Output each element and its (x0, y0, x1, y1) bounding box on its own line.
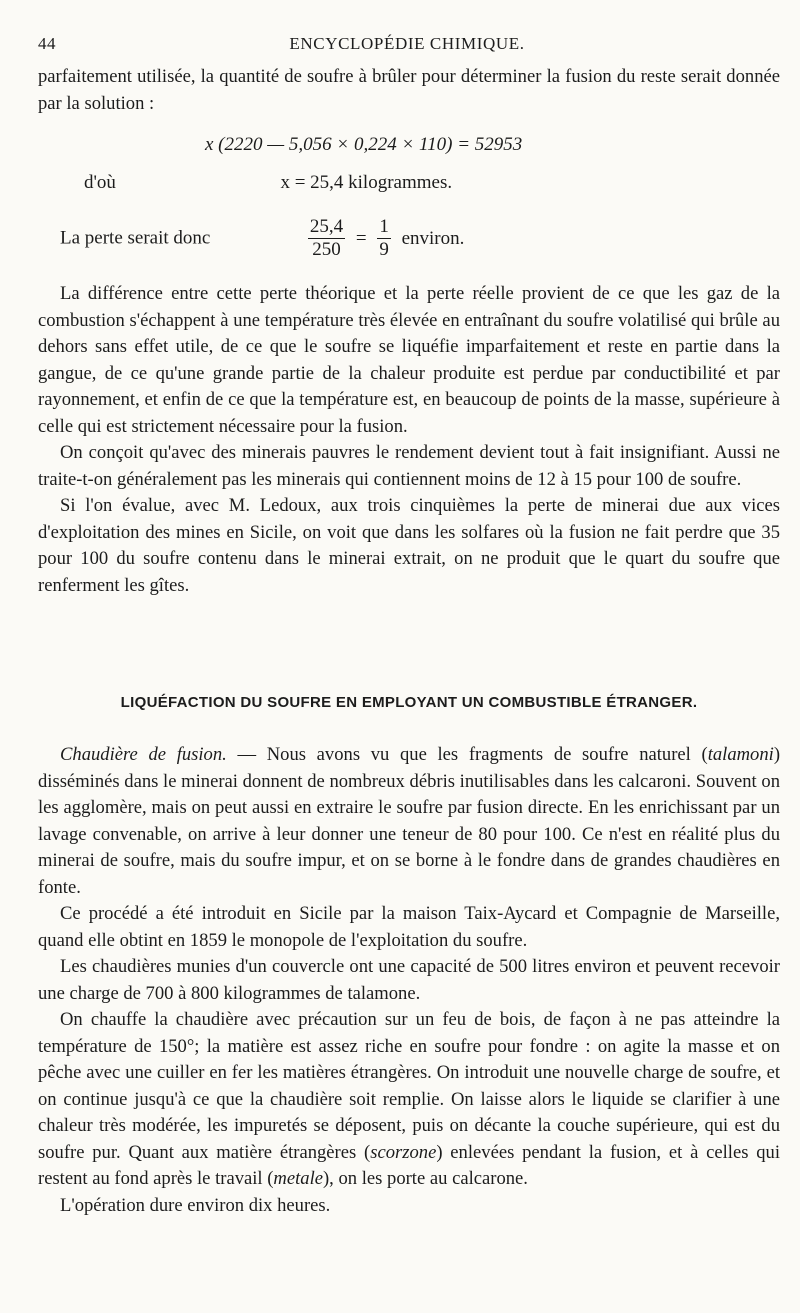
paragraph-block-2 (38, 742, 780, 1219)
equation-2 (84, 172, 452, 194)
paragraph: On chauffe la chaudière avec précaution sur un feu de bois, de façon à ne pas atteindre la température de 150°; la matière est assez riche en soufre pour fondre : on agite la masse et on pêche avec une cuiller en fer les matières étrangères. On introduit une nouvelle charge de soufre, et on continue jusqu'à ce que la chaudière soit remplie. On laisse alors le liquide se clarifier à une chaleur très modérée, les impuretés se déposent, puis on décante la couche supérieure, qui est du soufre pur. Quant aux matière étrangères (scorzone) enlevées pendant la fusion, et à celles qui restent au fond après le travail (metale), on les porte au calcarone. (38, 1009, 780, 1189)
paragraph: Si l'on évalue, avec M. Ledoux, aux trois cinquièmes la perte de minerai due aux vices d'exploitation des mines en Sicile, on voit que dans les solfares où la fusion ne fait perdre que 35 pour 100 du soufre contenu dans le minerai extrait, on ne produit que le quart du soufre que renferment les gîtes. (38, 495, 780, 596)
equation-1: x (2220 — 5,056 × 0,224 × 110) = 52953 (205, 134, 523, 155)
intro-text: parfaitement utilisée, la quantité de soufre à brûler pour déterminer la fusion du reste serait donnée par la solution : (38, 66, 780, 114)
section-title: LIQUÉFACTION DU SOUFRE EN EMPLOYANT UN COMBUSTIBLE ÉTRANGER. (120, 694, 698, 711)
paragraph: L'opération dure environ dix heures. (60, 1194, 331, 1216)
page-number: 44 (38, 34, 56, 53)
paragraph-block-1 (38, 281, 780, 599)
paragraph: On conçoit qu'avec des minerais pauvres le rendement devient tout à fait insignifiant. Aussi ne traite-t-on généralement pas les minerais qui contiennent moins de 12 à 15 pour 100 de soufre. (38, 442, 780, 490)
paragraph: Les chaudières munies d'un couvercle ont une capacité de 500 litres environ et peuvent recevoir une charge de 700 à 800 kilogrammes de talamone. (38, 956, 780, 1004)
page-header (38, 34, 776, 60)
paragraph: La différence entre cette perte théorique et la perte réelle provient de ce que les gaz de la combustion s'échappent à une température très élevée en entraînant du soufre volatilisé qui brûle au dehors sans effet utile, de ce que le soufre se liquéfie imparfaitement et reste en partie dans la gangue, de ce qu'une grande partie de la chaleur produite est perdue par conductibilité et par rayonnement, et enfin de ce que la température est, en beaucoup de points de la masse, supérieure à celle qui est strictement nécessaire pour la fusion. (38, 283, 780, 437)
loss-label: La perte serait donc (60, 227, 211, 249)
paragraph: Ce procédé a été introduit en Sicile par la maison Taix-Aycard et Compagnie de Marseille, quand elle obtint en 1859 le monopole de l'exploitation du soufre. (38, 903, 780, 951)
intro-paragraph (38, 64, 780, 117)
paragraph: Chaudière de fusion. — Nous avons vu que les fragments de soufre naturel (talamoni) disséminés dans le minerai donnent de nombreux débris inutilisables dans les calcaroni. Souvent on les agglomère, mais on peut aussi en extraire le soufre par fusion directe. En les enrichissant par un lavage convenable, on arrive à leur donner une teneur de 80 pour 100. Ce n'est en réalité plus du minerai de soufre, mais du soufre impur, et on se borne à le fondre dans de grandes chaudières en fonte. (38, 744, 781, 898)
running-title: ENCYCLOPÉDIE CHIMIQUE. (289, 34, 525, 53)
loss-ratio: $\frac{1}{9}$ (379, 216, 389, 260)
loss-fraction: $\frac{25,4}{250}$ (309, 216, 344, 260)
equation-2-prefix: d'où (84, 172, 116, 193)
loss-equation: La perte serait donc $\frac{25,4}{250}$ = $\frac{1}{9}$ environ. (60, 216, 465, 260)
equation-2-expr: x = 25,4 kilogrammes. (280, 172, 453, 193)
